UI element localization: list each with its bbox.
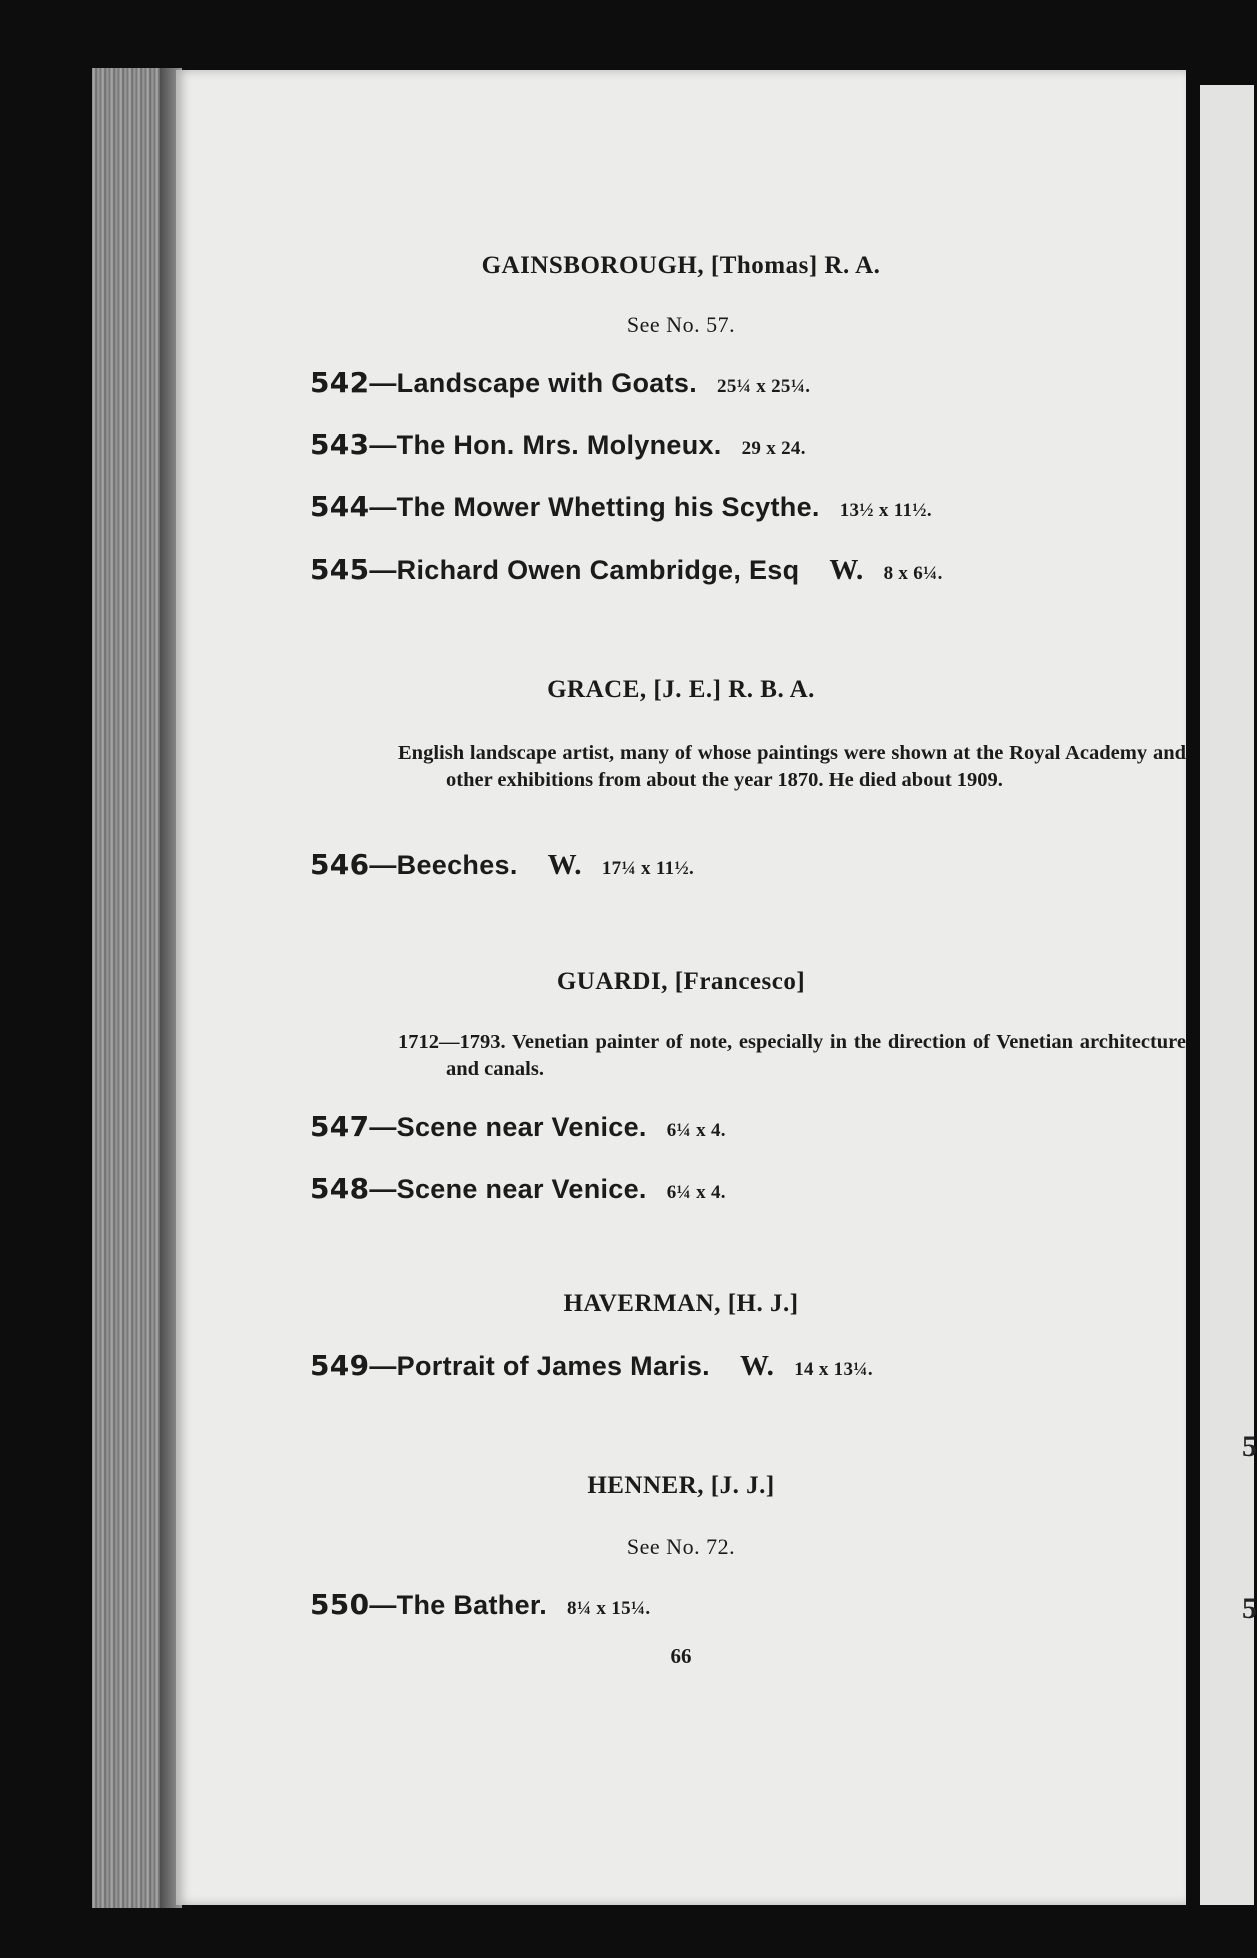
catalog-entry: 545—Richard Owen Cambridge, Esq W. 8 x 6¼. [310,553,943,586]
lot-number: 544 [310,490,370,523]
artist-heading: GRACE, [J. E.] R. B. A. [547,676,815,703]
catalog-entry: 543—The Hon. Mrs. Molyneux. 29 x 24. [310,428,806,461]
facing-page-glyph: 5 [1242,1430,1257,1463]
catalog-entry: 548—Scene near Venice. 6¼ x 4. [310,1172,726,1205]
artist-biography: English landscape artist, many of whose paintings were shown at the Royal Academy and other exhibitions from about the year 1870. He died about 1909. [398,742,1186,791]
entry-dimensions: 14 x 13¼. [794,1359,873,1380]
cross-reference: See No. 72. [626,1534,736,1559]
lot-number: 546 [310,848,370,881]
artist-heading: GUARDI, [Francesco] [556,968,806,995]
catalog-entry: 549—Portrait of James Maris. W. 14 x 13¼. [310,1349,873,1382]
catalog-entry: 550—The Bather. 8¼ x 15¼. [310,1588,651,1621]
artist-heading: GAINSBOROUGH, [Thomas] R. A. [481,252,881,279]
lot-number: 548 [310,1172,370,1205]
entry-dimensions: 29 x 24. [741,438,806,459]
lot-number: 547 [310,1110,370,1143]
lot-number: 550 [310,1588,370,1621]
catalog-entry: 547—Scene near Venice. 6¼ x 4. [310,1110,726,1143]
artist-heading: HAVERMAN, [H. J.] [563,1290,799,1317]
entry-medium: W. [829,554,864,586]
entry-title: The Bather. [396,1590,548,1620]
lot-number: 542 [310,366,370,399]
entry-title: Landscape with Goats. [396,368,698,398]
page-number: 66 [670,1644,692,1668]
artist-biography: 1712—1793. Venetian painter of note, especially in the direction of Venetian architecture and canals. [398,1031,1186,1080]
catalog-entry: 542—Landscape with Goats. 25¼ x 25¼. [310,366,811,399]
entry-medium: W. [547,849,582,881]
entry-dimensions: 8¼ x 15¼. [567,1598,651,1619]
entry-dimensions: 6¼ x 4. [666,1182,726,1203]
cross-reference: See No. 57. [626,312,736,337]
entry-title: Scene near Venice. [396,1174,647,1204]
lot-number: 543 [310,428,370,461]
entry-dimensions: 8 x 6¼. [883,563,943,584]
entry-title: The Mower Whetting his Scythe. [396,492,820,522]
entry-title: The Hon. Mrs. Molyneux. [396,430,722,460]
entry-title: Portrait of James Maris. [396,1351,710,1381]
lot-number: 545 [310,553,370,586]
entry-dimensions: 13½ x 11½. [839,500,932,521]
entry-medium: W. [739,1350,775,1382]
entry-dimensions: 6¼ x 4. [666,1120,726,1141]
lot-number: 549 [310,1349,370,1382]
catalog-entry: 546—Beeches. W. 17¼ x 11½. [310,848,695,881]
entry-title: Richard Owen Cambridge, Esq [396,555,800,585]
entry-dimensions: 25¼ x 25¼. [717,376,811,397]
entry-dimensions: 17¼ x 11½. [601,858,695,879]
facing-page-glyph: 5 [1242,1592,1257,1625]
entry-title: Beeches. [396,850,518,880]
artist-heading: HENNER, [J. J.] [587,1472,775,1499]
catalog-entry: 544—The Mower Whetting his Scythe. 13½ x 11½. [310,490,932,523]
entry-title: Scene near Venice. [396,1112,647,1142]
